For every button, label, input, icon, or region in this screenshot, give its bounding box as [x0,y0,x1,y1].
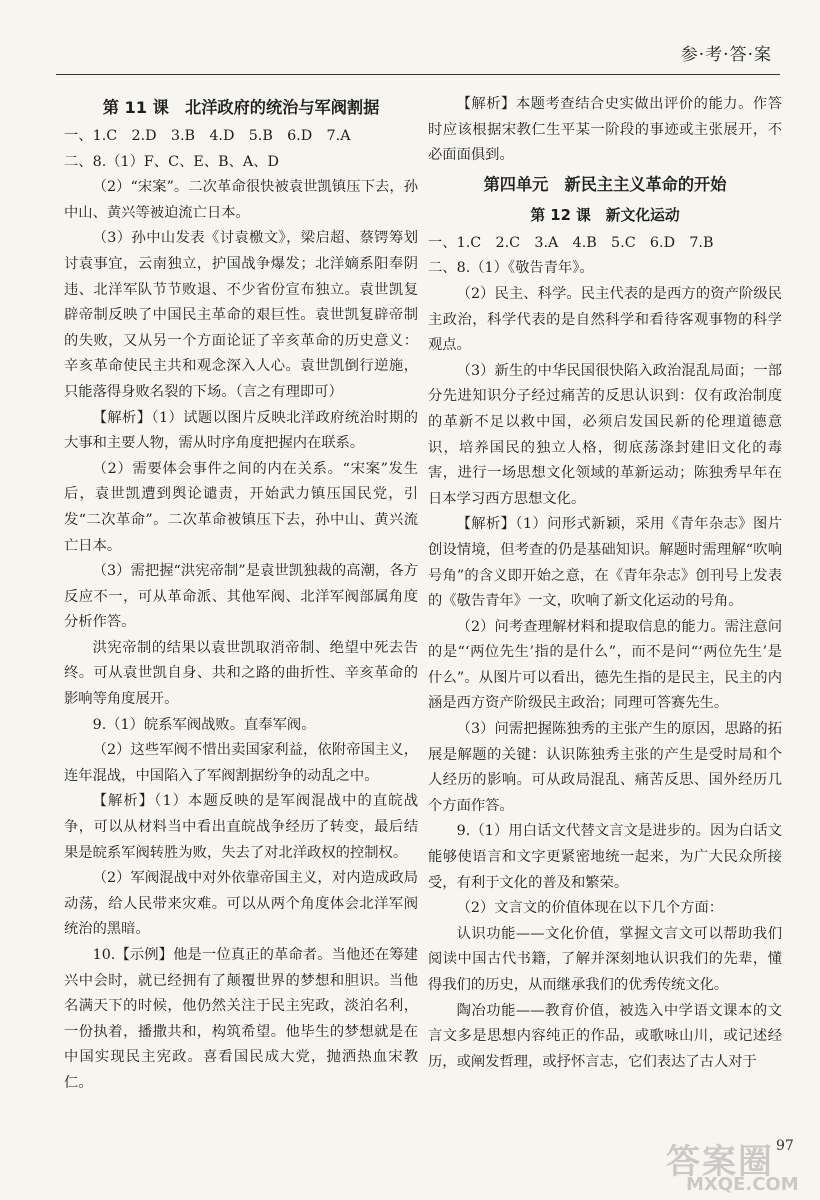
left-column [64,92,418,1097]
paragraph: （3）需把握“洪宪帝制”是袁世凯独裁的高潮，各方反应不一，可从革命派、其他军阀、北洋军阀部属角度分析作答。 [64,563,418,631]
paragraph: （3）新生的中华民国很快陷入政治混乱局面；一部分先进知识分子经过痛苦的反思认识到：仅有政治制度的革新不足以救中国，必须启发国民新的伦理道德意识，培养国民的独立人格，彻底荡涤封建旧文化的毒害，进行一场思想文化领域的革新运动；陈独秀早年在日本学习西方思想文化。 [428,362,783,507]
paragraph: 【解析】（1）试题以图片反映北洋政府统治时期的大事和主要人物，需从时序角度把握内在联系。 [64,409,418,452]
paragraph: 9.（1）用白话文代替文言文是进步的。因为白话文能够使语言和文字更紧密地统一起来，为广大民众所接受，有利于文化的普及和繁荣。 [428,823,782,891]
unit-4-title: 第四单元 新民主主义革命的开始 [483,174,727,194]
paragraph: 陶冶功能——教育价值，被选入中学语文课本的文言文多是思想内容纯正的作品，或歌咏山川，或记述经历，或阐发哲理，或抒怀言志，它们表达了古人对于 [428,1002,782,1070]
paragraph: （3）问需把握陈独秀的主张产生的原因，思路的拓展是解题的关键：认识陈独秀主张的产生是受时局和个人经历的影响。可从政局混乱、痛苦反思、国外经历几个方面作答。 [428,721,783,814]
paragraph: 【解析】（1）问形式新颖，采用《青年杂志》图片创设情境，但考查的仍是基础知识。解题时需理解“吹响号角”的含义即开始之意，在《青年杂志》创刊号上发表的《敬告青年》一文，吹响了新文化运动的号角。 [428,516,782,610]
paragraph: 【解析】（1）本题反映的是军阀混战中的直皖战争，可以从材料当中看出直皖战争经历了转变，最后结果是皖系军阀转胜为败，失去了对北洋政权的控制权。 [64,793,418,861]
paragraph: 一、1.C 2.C 3.A 4.B 5.C 6.D 7.B [428,234,714,251]
page-number: 97 [776,1138,794,1154]
paragraph: （2）需要体会事件之间的内在关系。“宋案”发生后，袁世凯遭到舆论谴责，开始武力镇压国民党，引发“二次革命”。二次革命被镇压下去，孙中山、黄兴流亡日本。 [64,460,418,554]
paragraph: 一、1.C 2.D 3.B 4.D 5.B 6.D 7.A [64,128,351,144]
right-column [428,92,782,1075]
paragraph: 9.（1）皖系军阀战败。直奉军阀。 [92,716,316,733]
watermark-sub-text: MXQE.COM [686,1174,799,1195]
paragraph: （3）孙中山发表《讨袁檄文》，梁启超、蔡锷筹划讨袁事宜，云南独立，护国战争爆发；北洋嫡系阳奉阴违、北洋军队节节败退、不少省份宣布独立。袁世凯复辟帝制反映了中国民主革命的艰巨性。袁世凯复辟帝制的失败，又从另一个方面论证了辛亥革命的历史意义：辛亥革命使民主共和观念深入人心。袁世凯倒行逆施，只能落得身败名裂的下场。（言之有理即可） [64,230,418,400]
lesson-11-title: 第 11 课 北洋政府的统治与军阀割据 [102,98,380,117]
paragraph: 二、8.（1）F、C、E、B、A、D [64,153,279,170]
paragraph: 二、8.（1）《敬告青年》。 [428,260,594,277]
header-label: 参·考·答·案 [680,45,772,65]
paragraph: （2）这些军阀不惜出卖国家利益，依附帝国主义，连年混战，中国陷入了军阀割据纷争的动乱之中。 [64,742,419,784]
paragraph: （2）军阀混战中对外依靠帝国主义，对内造成政局动荡，给人民带来灾难。可以从两个角度体会北洋军阀统治的黑暗。 [64,870,419,938]
watermark-logo [666,1134,816,1196]
paragraph: 认识功能——文化价值，掌握文言文可以帮助我们阅读中国古代书籍，了解并深刻地认识我们的先辈，懂得我们的历史，从而继承我们的优秀传统文化。 [428,925,782,993]
paragraph: 10.【示例】他是一位真正的革命者。当他还在筹建兴中会时，就已经拥有了颠覆世界的梦想和胆识。当他名满天下的时候，他仍然关注于民主宪政，淡泊名利，一份执着，播撒共和，构筑希望。他毕生的梦想就是在中国实现民主宪政。喜看国民成大党，抛洒热血宋教仁。 [64,947,418,1091]
header-rule [56,74,780,75]
watermark-main-text: 答案圈 [666,1142,774,1182]
paragraph: 【解析】本题考查结合史实做出评价的能力。作答时应该根据宋教仁生平某一阶段的事迹或主张展开，不必面面俱到。 [428,96,782,164]
paragraph: 洪宪帝制的结果以袁世凯取消帝制、绝望中死去告终。可从袁世凯自身、共和之路的曲折性、辛亥革命的影响等角度展开。 [64,639,418,708]
paragraph: （2）文言文的价值体现在以下几个方面： [456,900,724,917]
paragraph: （2）“宋案”。二次革命很快被袁世凯镇压下去，孙中山、黄兴等被迫流亡日本。 [64,179,418,221]
lesson-12-title: 第 12 课 新文化运动 [530,206,680,224]
paragraph: （2）问考查理解材料和提取信息的能力。需注意问的是“‘两位先生’指的是什么”，而不是问“‘两位先生’是什么”。从图片可以看出，德先生指的是民主，民主的内涵是西方资产阶级民主政治；同理可答赛先生。 [428,618,783,712]
paragraph: （2）民主、科学。民主代表的是西方的资产阶级民主政治，科学代表的是自然科学和看待客观事物的科学观点。 [428,285,783,354]
